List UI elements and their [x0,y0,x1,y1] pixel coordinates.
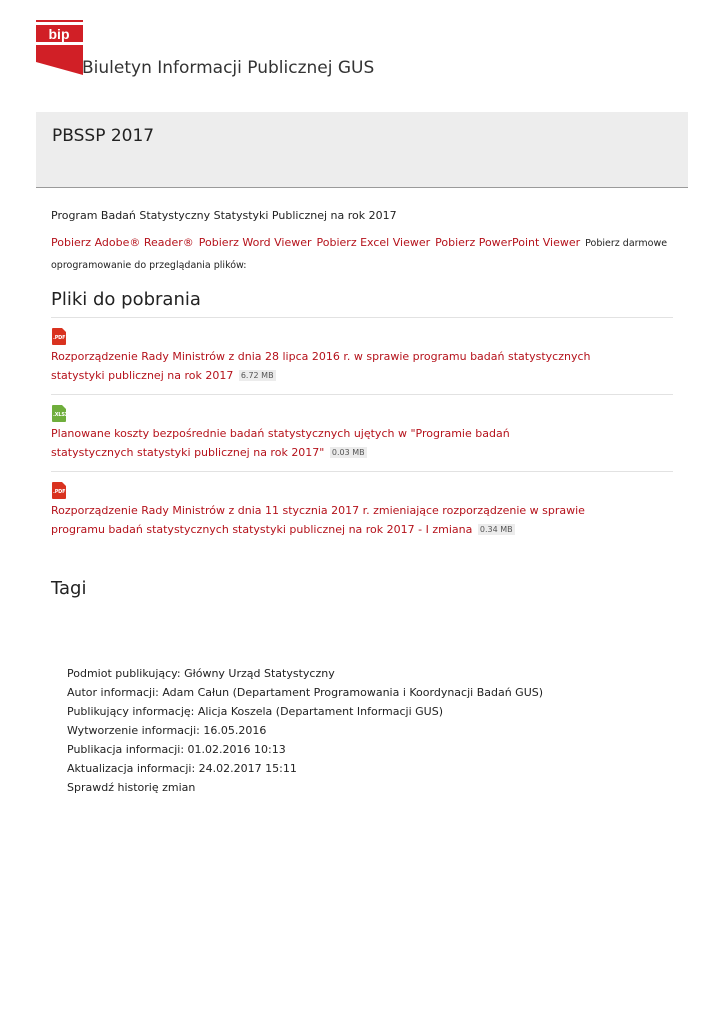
file-name[interactable]: Planowane koszty bezpośrednie badań statystycznych ujętych w "Programie badań statystycznych statystyki publicznej na rok 2017" [51,427,510,459]
file-size-badge: 0.03 MB [331,448,365,457]
page-title: PBSSP 2017 [52,126,155,146]
meta-publishing-person: Publikujący informację: Alicja Koszela (Departament Informacji GUS) [67,705,443,718]
file-download-link[interactable] [51,501,591,539]
file-name[interactable]: Rozporządzenie Rady Ministrów z dnia 11 stycznia 2017 r. zmieniające rozporządzenie w sprawie programu badań statystycznych statystyki publicznej na rok 2017 - I zmiana [51,504,585,536]
meta-updated: Aktualizacja informacji: 24.02.2017 15:11 [67,762,297,775]
pdf-file-icon: .PDF [51,328,68,345]
site-title: Biuletyn Informacji Publicznej GUS [82,58,375,78]
xlsx-file-icon: .XLSX [51,405,68,422]
main-content [51,208,673,599]
file-size-badge: 6.72 MB [240,371,274,380]
meta-author: Autor informacji: Adam Całun (Departament Programowania i Koordynacji Badań GUS) [67,686,544,699]
downloads-heading: Pliki do pobrania [51,289,673,318]
tags-heading: Tagi [51,578,87,599]
file-item [51,395,673,472]
viewer-links [51,232,673,276]
change-history-link[interactable]: Sprawdź historię zmian [67,781,196,794]
intro-text: Program Badań Statystyczny Statystyki Publicznej na rok 2017 [51,209,397,222]
metadata-list [67,664,543,797]
file-item [51,472,673,548]
file-name[interactable]: Rozporządzenie Rady Ministrów z dnia 28 lipca 2016 r. w sprawie programu badań statystycznych statystyki publicznej na rok 2017 [51,350,591,382]
file-download-link[interactable] [51,347,591,385]
viewer-note: Pobierz darmowe oprogramowanie do przeglądania plików: [51,238,668,271]
excel-viewer-link[interactable]: Pobierz Excel Viewer [316,236,431,249]
adobe-reader-link[interactable]: Pobierz Adobe® Reader® [51,236,194,249]
powerpoint-viewer-link[interactable]: Pobierz PowerPoint Viewer [435,236,581,249]
file-list [51,318,673,548]
file-size-badge: 0.34 MB [479,525,513,534]
meta-published: Publikacja informacji: 01.02.2016 10:13 [67,743,286,756]
pdf-file-icon: .PDF [51,482,68,499]
file-download-link[interactable] [51,424,591,462]
meta-created: Wytworzenie informacji: 16.05.2016 [67,724,267,737]
bip-logo [36,20,83,75]
word-viewer-link[interactable]: Pobierz Word Viewer [198,236,312,249]
file-item [51,318,673,395]
page-title-bar [36,112,688,188]
bip-logo-text: bip [48,26,70,42]
meta-publisher: Podmiot publikujący: Główny Urząd Statystyczny [67,667,335,680]
